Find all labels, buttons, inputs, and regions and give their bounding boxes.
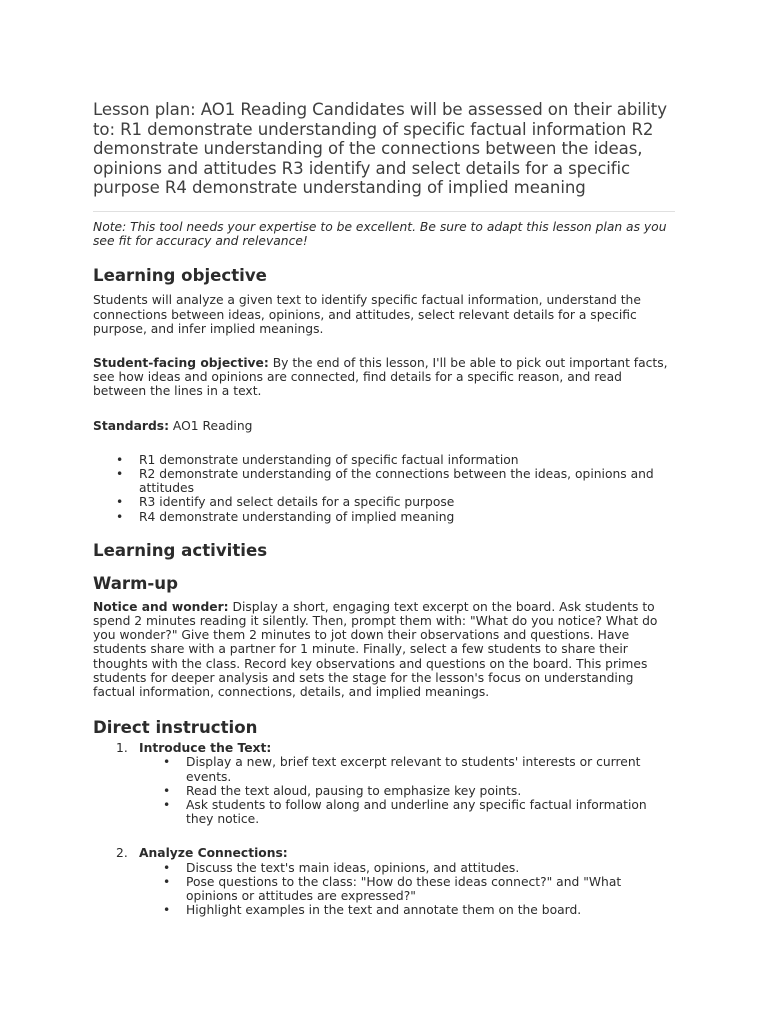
instruction-step xyxy=(116,846,675,918)
standards-label: Standards: xyxy=(93,418,169,433)
student-facing-objective-text: By the end of this lesson, I'll be able to pick out important facts, see how ideas and opinions are connected, find details for a specific reason, and read between the lines in a text. xyxy=(93,355,668,399)
title-divider xyxy=(93,211,675,212)
warm-up-text xyxy=(93,600,675,699)
list-item: • R3 identify and select details for a specific purpose xyxy=(139,495,675,509)
list-item: • R1 demonstrate understanding of specific factual information xyxy=(139,453,675,467)
standards-list xyxy=(93,453,675,524)
list-item: • R4 demonstrate understanding of implied meaning xyxy=(139,510,675,524)
instruction-step xyxy=(116,741,675,827)
learning-activities-heading: Learning activities xyxy=(93,540,268,560)
step-title: Analyze Connections: xyxy=(139,846,288,861)
list-item: • Display a new, brief text excerpt relevant to students' interests or current events. xyxy=(186,755,675,783)
student-facing-objective-label: Student-facing objective: xyxy=(93,355,269,370)
learning-objective-heading: Learning objective xyxy=(93,266,267,286)
step-bullets xyxy=(139,755,675,826)
lesson-plan-document xyxy=(93,100,675,917)
direct-instruction-steps xyxy=(93,741,675,917)
direct-instruction-heading: Direct instruction xyxy=(93,718,258,738)
warm-up-heading: Warm-up xyxy=(93,573,178,593)
list-item: • Discuss the text's main ideas, opinions, and attitudes. xyxy=(186,861,675,875)
standards-text: AO1 Reading xyxy=(169,418,253,433)
list-item: • Highlight examples in the text and annotate them on the board. xyxy=(186,903,675,917)
step-bullets xyxy=(139,861,675,918)
learning-objective-text: Students will analyze a given text to identify specific factual information, understand the connections between ideas, opinions, and attitudes, select relevant details for a specific purpose, and infer implied meanings. xyxy=(93,293,641,336)
list-item: • Pose questions to the class: "How do these ideas connect?" and "What opinions or attitudes are expressed?" xyxy=(186,875,675,903)
step-number: 1. xyxy=(116,741,128,756)
list-item: • Read the text aloud, pausing to emphasize key points. xyxy=(186,784,675,798)
step-number: 2. xyxy=(116,846,128,861)
standards-line xyxy=(93,419,675,433)
list-item: • R2 demonstrate understanding of the connections between the ideas, opinions and attitudes xyxy=(139,467,675,495)
page-title: Lesson plan: AO1 Reading Candidates will be assessed on their ability to: R1 demonstrate understanding of specific factual information R2 demonstrate understanding of the connections between the ideas, opinions and attitudes R3 identify and select details for a specific purpose R4 demonstrate understanding of implied meaning xyxy=(93,100,667,198)
list-item: • Ask students to follow along and underline any specific factual information they notice. xyxy=(186,798,675,826)
warm-up-body: Display a short, engaging text excerpt on the board. Ask students to spend 2 minutes reading it silently. Then, prompt them with: "What do you notice? What do you wonder?" Give them 2 minutes to jot down their observations and questions. Have students share with a partner for 1 minute. Finally, select a few students to share their thoughts with the class. Record key observations and questions on the board. This primes students for deeper analysis and sets the stage for the lesson's focus on understanding factual information, connections, details, and implied meanings. xyxy=(93,599,658,700)
warm-up-label: Notice and wonder: xyxy=(93,599,229,614)
expertise-note: Note: This tool needs your expertise to be excellent. Be sure to adapt this lesson plan as you see fit for accuracy and relevance! xyxy=(93,219,667,249)
step-title: Introduce the Text: xyxy=(139,741,272,756)
student-facing-objective xyxy=(93,356,675,399)
